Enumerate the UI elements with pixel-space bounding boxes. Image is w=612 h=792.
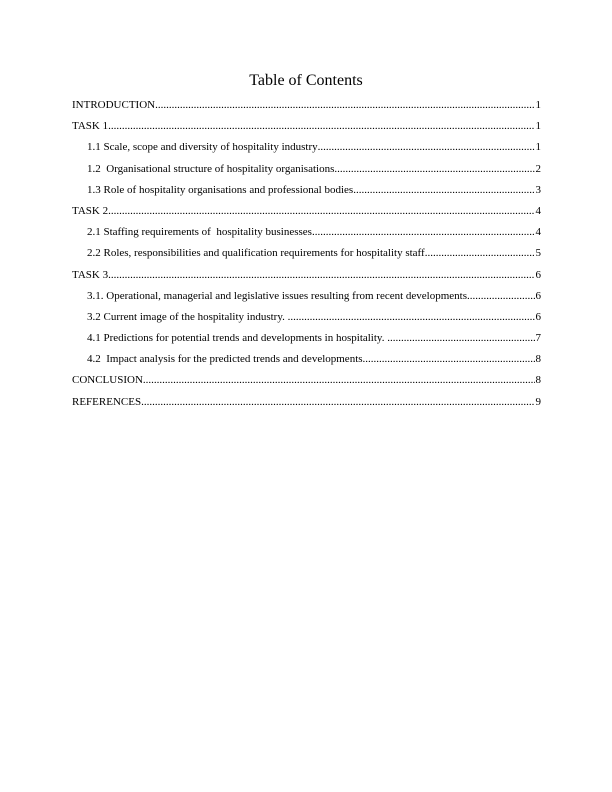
toc-title: Table of Contents (249, 72, 363, 89)
toc-entry-label: 4.1 Predictions for potential trends and developments in hospitality. (87, 332, 388, 345)
toc-entry-4-2[interactable] (72, 352, 541, 373)
toc-page-number: 7 (535, 332, 541, 345)
toc-entry-4-1[interactable] (72, 331, 541, 352)
toc-list (72, 98, 541, 416)
toc-entry-conclusion[interactable] (72, 373, 541, 394)
toc-entry-label: TASK 3 (72, 268, 109, 281)
toc-entry-label: TASK 1 (72, 120, 109, 133)
toc-dot-leader (425, 246, 535, 260)
toc-entry-2-2[interactable] (72, 246, 541, 267)
toc-entry-label: 1.2 Organisational structure of hospitality organisations (87, 162, 335, 175)
toc-dot-leader (318, 140, 535, 154)
toc-dot-leader (387, 331, 534, 345)
toc-page-number: 6 (535, 268, 541, 281)
toc-page-number: 8 (535, 374, 541, 387)
toc-page-number: 4 (535, 226, 541, 239)
toc-entry-task-3[interactable] (72, 268, 541, 289)
toc-entry-3-1[interactable] (72, 289, 541, 310)
toc-entry-label: 3.2 Current image of the hospitality industry. (87, 310, 288, 323)
toc-entry-1-3[interactable] (72, 183, 541, 204)
toc-page-number: 6 (535, 289, 541, 302)
toc-dot-leader (353, 183, 534, 197)
toc-entry-label: INTRODUCTION (72, 99, 156, 111)
toc-page-number: 1 (535, 99, 541, 111)
toc-dot-leader (143, 373, 535, 387)
toc-entry-1-2[interactable] (72, 162, 541, 183)
toc-dot-leader (108, 204, 534, 218)
toc-dot-leader (467, 289, 535, 303)
toc-page-number: 2 (535, 162, 541, 175)
toc-entry-1-1[interactable] (72, 140, 541, 161)
toc-entry-label: REFERENCES (72, 395, 142, 408)
toc-dot-leader (334, 162, 534, 176)
toc-entry-label: 1.1 Scale, scope and diversity of hospitality industry (87, 141, 318, 154)
toc-dot-leader (108, 268, 534, 282)
toc-entry-2-1[interactable] (72, 225, 541, 246)
toc-page-number: 5 (535, 247, 541, 260)
toc-entry-label: 1.3 Role of hospitality organisations and professional bodies (87, 183, 354, 196)
toc-page-number: 4 (535, 204, 541, 217)
toc-entry-label: CONCLUSION (72, 374, 143, 387)
toc-page-number: 6 (535, 310, 541, 323)
toc-page-number: 3 (535, 183, 541, 196)
toc-entry-label: 4.2 Impact analysis for the predicted trends and developments (87, 353, 363, 366)
toc-entry-task-1[interactable] (72, 119, 541, 140)
toc-page-number: 1 (535, 141, 541, 154)
toc-page-number: 8 (535, 353, 541, 366)
toc-dot-leader (288, 310, 535, 324)
toc-dot-leader (141, 395, 534, 409)
toc-entry-3-2[interactable] (72, 310, 541, 331)
toc-page-number: 1 (535, 120, 541, 133)
toc-dot-leader (155, 98, 534, 112)
toc-dot-leader (312, 225, 535, 239)
toc-dot-leader (363, 352, 535, 366)
toc-entry-label: 2.2 Roles, responsibilities and qualification requirements for hospitality staff (87, 247, 425, 260)
toc-entry-task-2[interactable] (72, 204, 541, 225)
toc-dot-leader (108, 119, 534, 133)
toc-entry-references[interactable] (72, 395, 541, 416)
toc-entry-introduction[interactable] (72, 98, 541, 119)
toc-entry-label: 3.1. Operational, managerial and legislative issues resulting from recent developments (87, 289, 467, 302)
toc-entry-label: TASK 2 (72, 204, 109, 217)
toc-page-number: 9 (535, 395, 541, 408)
toc-entry-label: 2.1 Staffing requirements of hospitality businesses (87, 226, 312, 239)
